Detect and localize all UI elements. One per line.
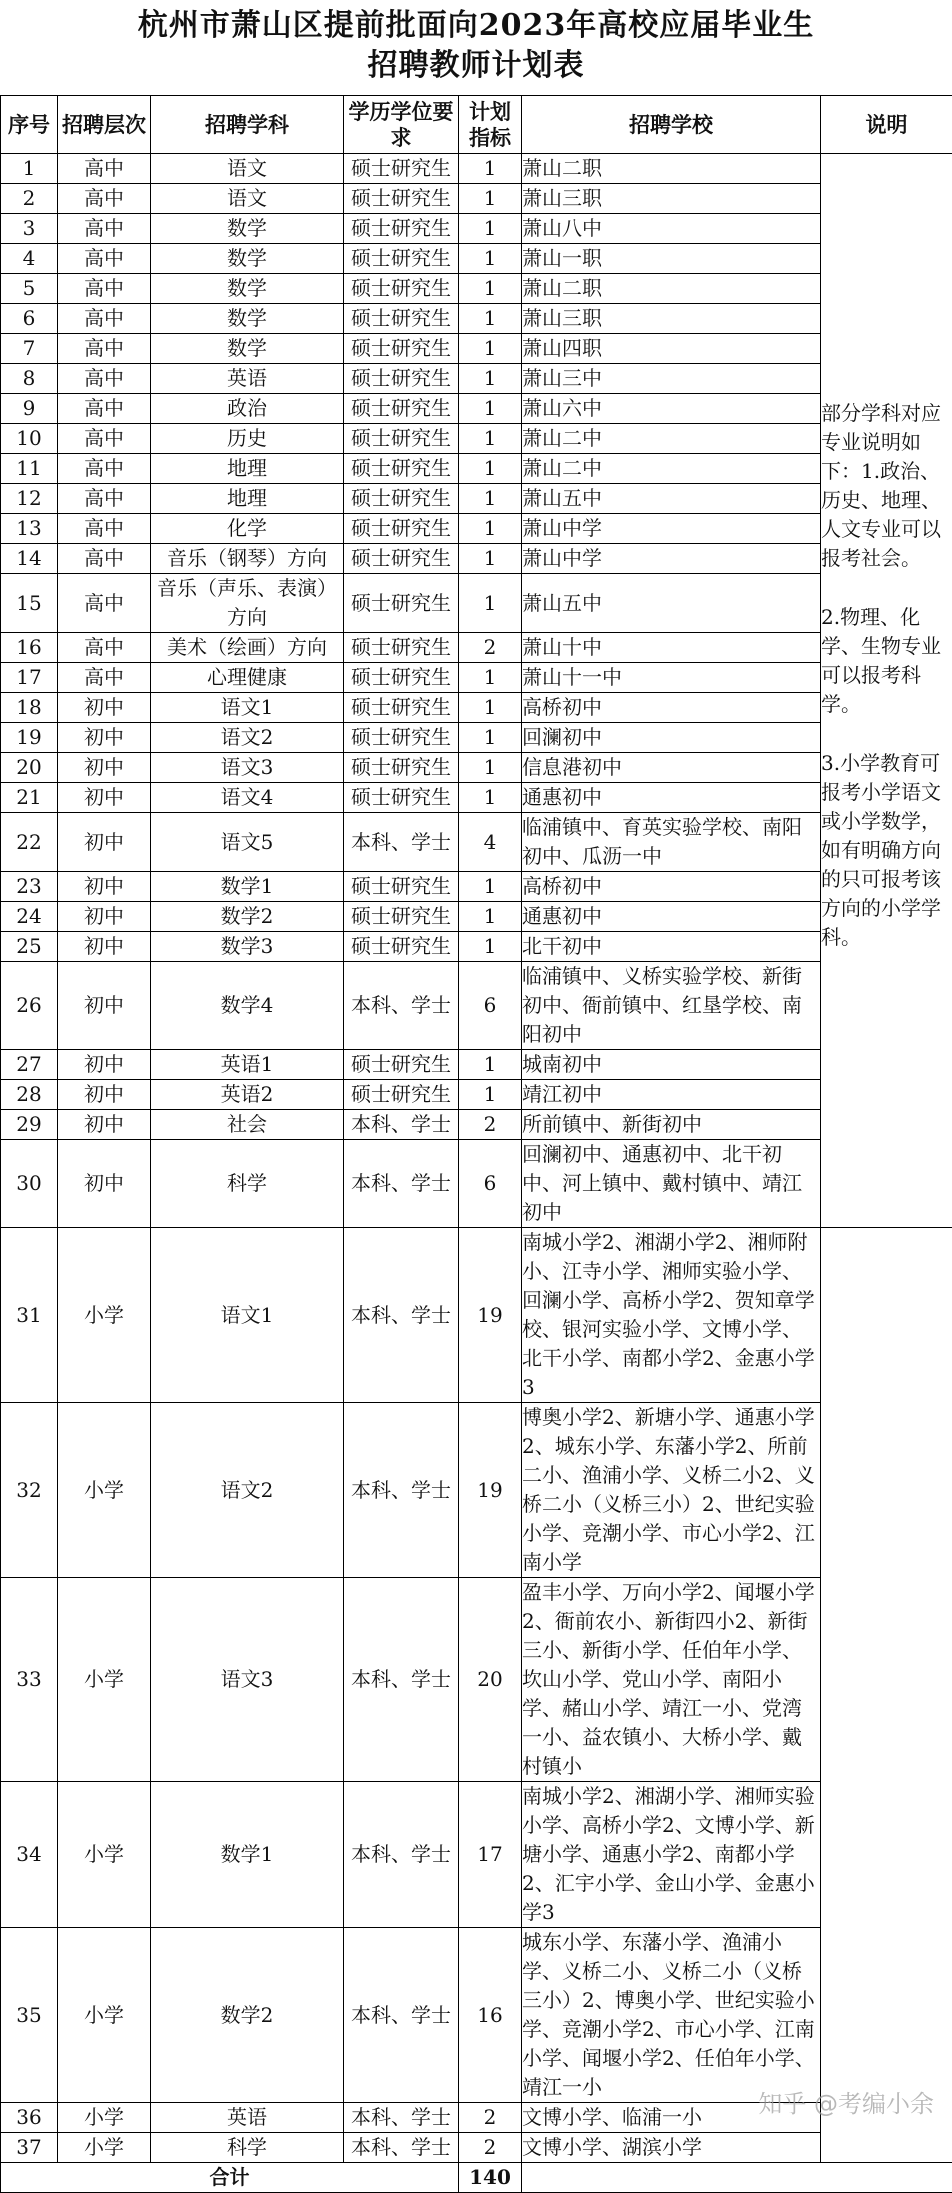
table-row (1, 364, 952, 394)
cell-quota: 1 (459, 304, 522, 334)
cell-level: 小学 (58, 1928, 151, 2103)
cell-school: 文博小学、湖滨小学 (522, 2133, 821, 2163)
cell-quota: 2 (459, 633, 522, 663)
cell-degree: 硕士研究生 (344, 244, 459, 274)
cell-quota: 1 (459, 723, 522, 753)
cell-school: 萧山三职 (522, 184, 821, 214)
cell-subject: 语文3 (151, 753, 344, 783)
cell-school: 北干初中 (522, 932, 821, 962)
cell-subject: 数学2 (151, 902, 344, 932)
cell-level: 高中 (58, 184, 151, 214)
header-degree: 学历学位要求 (344, 96, 459, 154)
cell-index: 20 (1, 753, 58, 783)
cell-index: 9 (1, 394, 58, 424)
cell-quota: 2 (459, 2103, 522, 2133)
note-cell (821, 154, 952, 1228)
table-row (1, 693, 952, 723)
cell-quota: 2 (459, 2133, 522, 2163)
cell-degree: 硕士研究生 (344, 1050, 459, 1080)
cell-quota: 16 (459, 1928, 522, 2103)
cell-school: 南城小学2、湘湖小学、湘师实验小学、高桥小学2、文博小学、新塘小学、通惠小学2、南都小学2、汇宇小学、金山小学、金惠小学3 (522, 1782, 821, 1928)
cell-degree: 硕士研究生 (344, 753, 459, 783)
cell-level: 高中 (58, 663, 151, 693)
cell-subject: 语文2 (151, 723, 344, 753)
cell-quota: 4 (459, 813, 522, 872)
cell-level: 小学 (58, 1782, 151, 1928)
cell-quota: 1 (459, 394, 522, 424)
cell-degree: 硕士研究生 (344, 574, 459, 633)
cell-quota: 1 (459, 544, 522, 574)
cell-quota: 1 (459, 753, 522, 783)
cell-quota: 1 (459, 154, 522, 184)
table-row (1, 962, 952, 1050)
cell-degree: 本科、学士 (344, 2103, 459, 2133)
cell-level: 高中 (58, 274, 151, 304)
recruitment-table (0, 95, 952, 2193)
table-row (1, 184, 952, 214)
cell-subject: 数学2 (151, 1928, 344, 2103)
cell-index: 23 (1, 872, 58, 902)
cell-school: 文博小学、临浦一小 (522, 2103, 821, 2133)
cell-index: 31 (1, 1228, 58, 1403)
cell-index: 25 (1, 932, 58, 962)
cell-index: 13 (1, 514, 58, 544)
table-row (1, 723, 952, 753)
cell-subject: 数学1 (151, 872, 344, 902)
cell-index: 6 (1, 304, 58, 334)
cell-level: 初中 (58, 693, 151, 723)
cell-subject: 数学 (151, 214, 344, 244)
cell-quota: 1 (459, 1050, 522, 1080)
cell-index: 27 (1, 1050, 58, 1080)
cell-level: 高中 (58, 484, 151, 514)
cell-subject: 语文 (151, 154, 344, 184)
table-row (1, 514, 952, 544)
cell-quota: 1 (459, 454, 522, 484)
cell-subject: 数学 (151, 244, 344, 274)
table-row (1, 663, 952, 693)
cell-quota: 1 (459, 1080, 522, 1110)
cell-index: 26 (1, 962, 58, 1050)
header-note: 说明 (821, 96, 952, 154)
cell-degree: 本科、学士 (344, 1403, 459, 1578)
table-row (1, 1928, 952, 2103)
title-block (0, 0, 952, 96)
cell-level: 初中 (58, 932, 151, 962)
cell-level: 高中 (58, 334, 151, 364)
note-cell-empty (821, 1228, 952, 2163)
cell-degree: 硕士研究生 (344, 154, 459, 184)
table-row (1, 1782, 952, 1928)
table-row (1, 1050, 952, 1080)
cell-quota: 1 (459, 214, 522, 244)
cell-level: 初中 (58, 962, 151, 1050)
cell-degree: 硕士研究生 (344, 663, 459, 693)
cell-subject: 数学 (151, 274, 344, 304)
cell-subject: 社会 (151, 1110, 344, 1140)
cell-degree: 硕士研究生 (344, 334, 459, 364)
cell-degree: 硕士研究生 (344, 633, 459, 663)
cell-school: 萧山五中 (522, 574, 821, 633)
cell-level: 高中 (58, 574, 151, 633)
cell-subject: 地理 (151, 484, 344, 514)
cell-index: 14 (1, 544, 58, 574)
cell-level: 高中 (58, 544, 151, 574)
cell-degree: 硕士研究生 (344, 783, 459, 813)
watermark: 知乎 @考编小余 (758, 2084, 934, 2119)
cell-level: 小学 (58, 2103, 151, 2133)
cell-quota: 1 (459, 364, 522, 394)
cell-subject: 数学3 (151, 932, 344, 962)
cell-level: 小学 (58, 2133, 151, 2163)
cell-degree: 硕士研究生 (344, 514, 459, 544)
cell-index: 33 (1, 1578, 58, 1782)
cell-subject: 语文1 (151, 693, 344, 723)
header-index: 序号 (1, 96, 58, 154)
cell-level: 高中 (58, 364, 151, 394)
cell-quota: 1 (459, 663, 522, 693)
cell-quota: 2 (459, 1110, 522, 1140)
cell-degree: 本科、学士 (344, 1928, 459, 2103)
cell-level: 高中 (58, 154, 151, 184)
cell-degree: 硕士研究生 (344, 872, 459, 902)
header-level: 招聘层次 (58, 96, 151, 154)
cell-level: 初中 (58, 902, 151, 932)
cell-school: 城南初中 (522, 1050, 821, 1080)
cell-quota: 19 (459, 1403, 522, 1578)
cell-level: 高中 (58, 244, 151, 274)
cell-school: 盈丰小学、万向小学2、闻堰小学2、衙前农小、新街四小2、新街三小、新街小学、任伯年小学、坎山小学、党山小学、南阳小学、赭山小学、靖江一小、党湾一小、益农镇小、大桥小学、戴村镇小 (522, 1578, 821, 1782)
cell-level: 高中 (58, 304, 151, 334)
cell-quota: 1 (459, 932, 522, 962)
table-row (1, 1228, 952, 1403)
cell-level: 初中 (58, 872, 151, 902)
cell-subject: 语文 (151, 184, 344, 214)
cell-index: 22 (1, 813, 58, 872)
cell-degree: 硕士研究生 (344, 484, 459, 514)
cell-index: 24 (1, 902, 58, 932)
cell-school: 萧山中学 (522, 514, 821, 544)
table-row (1, 813, 952, 872)
cell-subject: 科学 (151, 1140, 344, 1228)
cell-school: 回澜初中、通惠初中、北干初中、河上镇中、戴村镇中、靖江初中 (522, 1140, 821, 1228)
cell-index: 21 (1, 783, 58, 813)
table-row (1, 783, 952, 813)
cell-index: 29 (1, 1110, 58, 1140)
note-paragraph-3: 3.小学教育可报考小学语文或小学数学，如有明确方向的只可报考该方向的小学学科。 (821, 749, 952, 952)
cell-index: 37 (1, 2133, 58, 2163)
cell-quota: 6 (459, 962, 522, 1050)
cell-subject: 美术（绘画）方向 (151, 633, 344, 663)
cell-index: 8 (1, 364, 58, 394)
table-row (1, 154, 952, 184)
cell-quota: 1 (459, 902, 522, 932)
cell-quota: 1 (459, 783, 522, 813)
cell-subject: 音乐（声乐、表演）方向 (151, 574, 344, 633)
table-row (1, 1578, 952, 1782)
cell-school: 萧山二中 (522, 424, 821, 454)
cell-school: 所前镇中、新街初中 (522, 1110, 821, 1140)
cell-degree: 硕士研究生 (344, 214, 459, 244)
title-line-1: 杭州市萧山区提前批面向2023年高校应届毕业生 (0, 6, 952, 46)
cell-index: 4 (1, 244, 58, 274)
cell-degree: 硕士研究生 (344, 723, 459, 753)
cell-index: 30 (1, 1140, 58, 1228)
table-row (1, 753, 952, 783)
total-row (1, 2163, 952, 2193)
cell-quota: 1 (459, 424, 522, 454)
cell-school: 萧山十中 (522, 633, 821, 663)
cell-school: 靖江初中 (522, 1080, 821, 1110)
cell-school: 萧山五中 (522, 484, 821, 514)
table-row (1, 334, 952, 364)
cell-index: 35 (1, 1928, 58, 2103)
cell-school: 萧山四职 (522, 334, 821, 364)
cell-subject: 数学1 (151, 1782, 344, 1928)
cell-school: 萧山二职 (522, 274, 821, 304)
cell-level: 初中 (58, 813, 151, 872)
total-label: 合计 (1, 2163, 459, 2193)
cell-subject: 历史 (151, 424, 344, 454)
cell-subject: 英语 (151, 364, 344, 394)
cell-level: 高中 (58, 394, 151, 424)
table-row (1, 1080, 952, 1110)
cell-level: 初中 (58, 1140, 151, 1228)
table-row (1, 274, 952, 304)
cell-school: 萧山一职 (522, 244, 821, 274)
cell-school: 回澜初中 (522, 723, 821, 753)
cell-quota: 1 (459, 244, 522, 274)
cell-quota: 1 (459, 693, 522, 723)
cell-degree: 本科、学士 (344, 1578, 459, 1782)
cell-degree: 硕士研究生 (344, 304, 459, 334)
cell-quota: 1 (459, 184, 522, 214)
cell-school: 通惠初中 (522, 902, 821, 932)
header-quota: 计划指标 (459, 96, 522, 154)
cell-quota: 19 (459, 1228, 522, 1403)
cell-school: 萧山十一中 (522, 663, 821, 693)
cell-quota: 1 (459, 274, 522, 304)
cell-school: 萧山三职 (522, 304, 821, 334)
cell-school: 萧山八中 (522, 214, 821, 244)
cell-level: 小学 (58, 1403, 151, 1578)
cell-subject: 英语2 (151, 1080, 344, 1110)
table-row (1, 1110, 952, 1140)
cell-school: 高桥初中 (522, 872, 821, 902)
cell-index: 12 (1, 484, 58, 514)
table-row (1, 304, 952, 334)
total-empty (522, 2163, 952, 2193)
table-row (1, 214, 952, 244)
cell-level: 初中 (58, 1080, 151, 1110)
cell-subject: 英语 (151, 2103, 344, 2133)
cell-quota: 1 (459, 334, 522, 364)
cell-quota: 17 (459, 1782, 522, 1928)
cell-index: 16 (1, 633, 58, 663)
cell-index: 1 (1, 154, 58, 184)
cell-index: 15 (1, 574, 58, 633)
table-row (1, 574, 952, 633)
cell-subject: 地理 (151, 454, 344, 484)
header-subject: 招聘学科 (151, 96, 344, 154)
note-paragraph-1: 部分学科对应专业说明如下：1.政治、历史、地理、人文专业可以报考社会。 (821, 399, 952, 573)
cell-subject: 科学 (151, 2133, 344, 2163)
cell-quota: 1 (459, 484, 522, 514)
cell-subject: 数学 (151, 334, 344, 364)
table-row (1, 394, 952, 424)
cell-school: 萧山二职 (522, 154, 821, 184)
cell-degree: 硕士研究生 (344, 394, 459, 424)
cell-quota: 1 (459, 872, 522, 902)
table-row (1, 424, 952, 454)
table-body (1, 154, 952, 2193)
cell-quota: 1 (459, 574, 522, 633)
cell-degree: 硕士研究生 (344, 544, 459, 574)
cell-degree: 本科、学士 (344, 1110, 459, 1140)
cell-index: 10 (1, 424, 58, 454)
cell-degree: 硕士研究生 (344, 1080, 459, 1110)
cell-index: 5 (1, 274, 58, 304)
cell-school: 临浦镇中、义桥实验学校、新街初中、衙前镇中、红垦学校、南阳初中 (522, 962, 821, 1050)
cell-degree: 本科、学士 (344, 1228, 459, 1403)
cell-school: 高桥初中 (522, 693, 821, 723)
cell-school: 博奥小学2、新塘小学、通惠小学2、城东小学、东藩小学2、所前二小、渔浦小学、义桥二小2、义桥二小（义桥三小）2、世纪实验小学、竞潮小学、市心小学2、江南小学 (522, 1403, 821, 1578)
cell-level: 高中 (58, 633, 151, 663)
table-row (1, 1140, 952, 1228)
cell-level: 高中 (58, 514, 151, 544)
note-paragraph-2: 2.物理、化学、生物专业可以报考科学。 (821, 603, 952, 719)
cell-subject: 音乐（钢琴）方向 (151, 544, 344, 574)
cell-degree: 硕士研究生 (344, 184, 459, 214)
cell-subject: 语文2 (151, 1403, 344, 1578)
cell-index: 32 (1, 1403, 58, 1578)
cell-school: 萧山二中 (522, 454, 821, 484)
cell-index: 36 (1, 2103, 58, 2133)
cell-level: 小学 (58, 1578, 151, 1782)
cell-level: 初中 (58, 1110, 151, 1140)
cell-subject: 心理健康 (151, 663, 344, 693)
cell-level: 初中 (58, 723, 151, 753)
cell-subject: 语文3 (151, 1578, 344, 1782)
cell-level: 初中 (58, 783, 151, 813)
cell-quota: 6 (459, 1140, 522, 1228)
cell-subject: 语文1 (151, 1228, 344, 1403)
cell-level: 初中 (58, 753, 151, 783)
table-row (1, 2133, 952, 2163)
table-row (1, 872, 952, 902)
cell-quota: 20 (459, 1578, 522, 1782)
table-row (1, 902, 952, 932)
cell-degree: 本科、学士 (344, 1140, 459, 1228)
cell-index: 18 (1, 693, 58, 723)
cell-level: 高中 (58, 424, 151, 454)
cell-degree: 本科、学士 (344, 1782, 459, 1928)
cell-subject: 数学 (151, 304, 344, 334)
cell-subject: 英语1 (151, 1050, 344, 1080)
table-row (1, 244, 952, 274)
table-row (1, 484, 952, 514)
cell-school: 临浦镇中、育英实验学校、南阳初中、瓜沥一中 (522, 813, 821, 872)
cell-school: 城东小学、东藩小学、渔浦小学、义桥二小、义桥二小（义桥三小）2、博奥小学、世纪实验小学、竞潮小学2、市心小学、江南小学、闻堰小学2、任伯年小学、靖江一小 (522, 1928, 821, 2103)
table-row (1, 633, 952, 663)
cell-school: 通惠初中 (522, 783, 821, 813)
cell-degree: 硕士研究生 (344, 424, 459, 454)
cell-subject: 语文4 (151, 783, 344, 813)
cell-school: 萧山六中 (522, 394, 821, 424)
cell-degree: 本科、学士 (344, 962, 459, 1050)
cell-degree: 硕士研究生 (344, 902, 459, 932)
cell-school: 萧山三中 (522, 364, 821, 394)
cell-degree: 硕士研究生 (344, 932, 459, 962)
cell-school: 南城小学2、湘湖小学2、湘师附小、江寺小学、湘师实验小学、回澜小学、高桥小学2、贺知章学校、银河实验小学、文博小学、北干小学、南都小学2、金惠小学3 (522, 1228, 821, 1403)
table-row (1, 454, 952, 484)
header-row (1, 96, 952, 154)
cell-subject: 化学 (151, 514, 344, 544)
total-value: 140 (459, 2163, 522, 2193)
table-row (1, 932, 952, 962)
cell-school: 信息港初中 (522, 753, 821, 783)
cell-degree: 本科、学士 (344, 2133, 459, 2163)
cell-index: 34 (1, 1782, 58, 1928)
cell-subject: 政治 (151, 394, 344, 424)
cell-level: 初中 (58, 1050, 151, 1080)
cell-degree: 硕士研究生 (344, 693, 459, 723)
cell-index: 28 (1, 1080, 58, 1110)
table-row (1, 1403, 952, 1578)
cell-degree: 硕士研究生 (344, 274, 459, 304)
cell-level: 高中 (58, 454, 151, 484)
cell-level: 高中 (58, 214, 151, 244)
cell-degree: 硕士研究生 (344, 454, 459, 484)
cell-quota: 1 (459, 514, 522, 544)
title-line-2: 招聘教师计划表 (0, 46, 952, 86)
cell-index: 2 (1, 184, 58, 214)
cell-degree: 硕士研究生 (344, 364, 459, 394)
table-row (1, 544, 952, 574)
cell-index: 17 (1, 663, 58, 693)
cell-school: 萧山中学 (522, 544, 821, 574)
cell-index: 19 (1, 723, 58, 753)
cell-degree: 本科、学士 (344, 813, 459, 872)
cell-index: 7 (1, 334, 58, 364)
cell-subject: 数学4 (151, 962, 344, 1050)
cell-index: 3 (1, 214, 58, 244)
cell-subject: 语文5 (151, 813, 344, 872)
cell-level: 小学 (58, 1228, 151, 1403)
cell-index: 11 (1, 454, 58, 484)
header-school: 招聘学校 (522, 96, 821, 154)
